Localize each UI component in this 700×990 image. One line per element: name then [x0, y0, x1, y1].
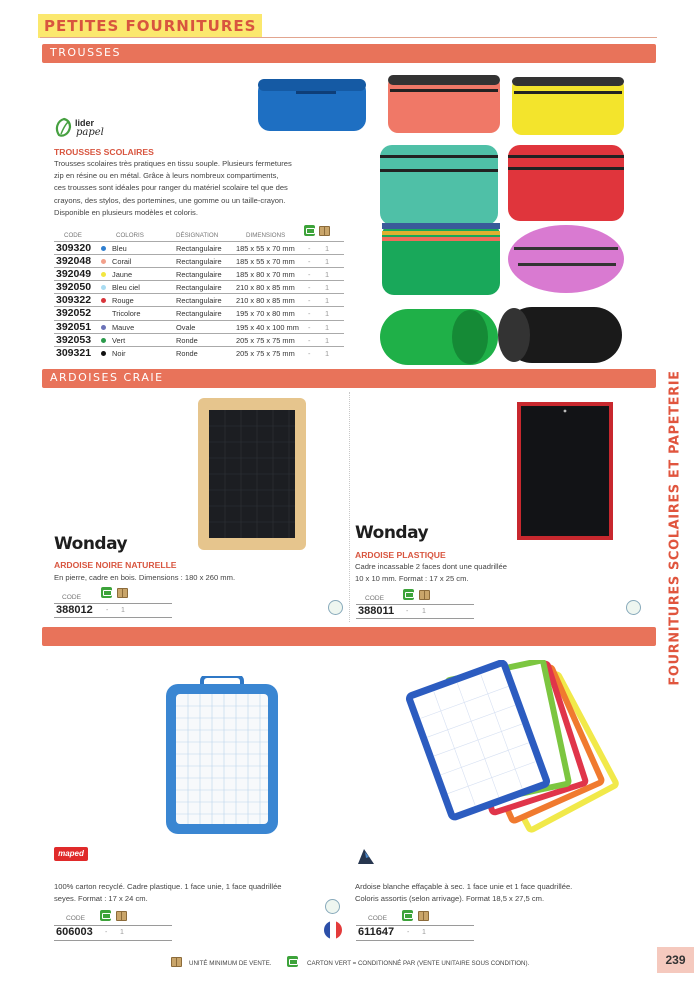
row-qty: 1 [325, 335, 330, 345]
row-dimensions: 205 x 75 x 75 mm [236, 335, 295, 345]
trousse-tricolore-image [382, 223, 500, 295]
ardoise-blanche-image [404, 660, 630, 836]
row-dash: - [308, 296, 311, 306]
row-coloris: Corail [112, 257, 132, 267]
eco-badge-icon [626, 600, 641, 615]
code-rule [356, 618, 474, 619]
product-description-trousses: Trousses scolaires très pratiques en tissu souple. Plusieurs fermetures zip en résine ou en métal. Grâce à leurs nombreux compartiments, ces trousses sont idéales pour ranger du matériel scolaire tel que des crayons, des stylos, des portemines, une gomme ou un taille-crayon. Disponible en plusieurs modèles et coloris. [54, 159, 292, 217]
code-rule [54, 617, 172, 618]
brand-line2: papel [76, 127, 104, 138]
row-designation: Rectangulaire [176, 296, 222, 306]
eco-badge-icon [328, 600, 343, 615]
product-description-ardoise-maped: 100% carton recyclé. Cadre plastique. 1 face unie, 1 face quadrillée seyes. Format : 17 x 24 cm. [54, 882, 282, 904]
row-coloris: Vert [112, 335, 126, 345]
trousse-bleu-image [258, 79, 366, 131]
product-code: 606003 [56, 926, 93, 938]
green-carton-icon [100, 910, 111, 921]
row-designation: Rectangulaire [176, 244, 222, 253]
row-qty: 1 [325, 283, 330, 293]
row-dimensions: 195 x 40 x 100 mm [236, 322, 299, 332]
row-code: 392051 [56, 320, 92, 333]
page-number: 239 [657, 947, 694, 973]
trousse-mauve-image [508, 225, 624, 293]
product-title-trousses: TROUSSES SCOLAIRES [54, 147, 154, 157]
color-dot-icon [101, 246, 106, 251]
color-dot-icon [101, 351, 106, 356]
row-coloris: Bleu ciel [112, 283, 140, 293]
green-carton-icon [402, 910, 413, 921]
brand-logo-icon [356, 846, 376, 866]
wonday-logo-left: Wonday [54, 534, 128, 554]
row-code: 392048 [56, 255, 92, 268]
box-icon [418, 911, 429, 921]
trousse-rouge-image [508, 145, 624, 221]
code-rule [356, 940, 474, 941]
code-label: CODE [368, 915, 388, 922]
product-description-ardoise-blanche: Ardoise blanche effaçable à sec. 1 face unie et 1 face quadrillée. Coloris assortis (selon arrivage). Format 18,5 x 27,5 cm. [355, 882, 573, 904]
trousse-noir-image [498, 307, 622, 363]
code-dash: - [105, 929, 108, 936]
row-code: 392049 [56, 268, 92, 281]
green-carton-icon [101, 587, 112, 598]
row-designation: Rectangulaire [176, 257, 222, 267]
product-code: 388012 [56, 604, 93, 616]
row-dimensions: 185 x 55 x 70 mm [236, 244, 295, 253]
code-dash: - [106, 607, 109, 614]
code-rule [54, 940, 172, 941]
color-dot-icon [101, 338, 106, 343]
box-icon [117, 588, 128, 598]
trousse-corail-image [388, 75, 500, 133]
table-header: CODE COLORIS DÉSIGNATION DIMENSIONS [64, 232, 286, 239]
row-coloris: Jaune [112, 270, 133, 280]
code-qty: 1 [422, 929, 426, 936]
footer-green-text: CARTON VERT = CONDITIONNÉ PAR (VENTE UNITAIRE SOUS CONDITION). [307, 960, 530, 967]
row-code: 392050 [56, 281, 92, 294]
box-icon [171, 957, 182, 967]
row-qty: 1 [325, 257, 330, 267]
row-code: 309321 [56, 346, 92, 359]
box-icon [116, 911, 127, 921]
code-label: CODE [365, 595, 385, 602]
code-label: CODE [62, 594, 82, 601]
row-coloris: Rouge [112, 296, 134, 306]
color-dot-icon [101, 272, 106, 277]
row-dash: - [308, 335, 311, 345]
category-title: PETITES FOURNITURES [38, 14, 262, 38]
row-dimensions: 210 x 80 x 85 mm [236, 296, 295, 306]
row-dash: - [308, 283, 311, 293]
code-dash: - [406, 608, 409, 615]
lider-papel-logo [54, 117, 116, 141]
brand-line1: lider [75, 118, 95, 128]
row-designation: Rectangulaire [176, 270, 222, 280]
row-dimensions: 185 x 80 x 70 mm [236, 270, 295, 280]
row-designation: Rectangulaire [176, 309, 222, 319]
row-coloris: Bleu [112, 244, 127, 253]
color-dot-icon [101, 298, 106, 303]
row-code: 309322 [56, 294, 92, 307]
row-dimensions: 205 x 75 x 75 mm [236, 348, 295, 358]
row-coloris: Mauve [112, 322, 135, 332]
row-code: 309320 [56, 242, 92, 254]
product-code: 611647 [358, 926, 395, 938]
trousse-bleuciel-image [380, 145, 498, 225]
box-icon [419, 590, 430, 600]
footer-unit-text: UNITÉ MINIMUM DE VENTE. [189, 960, 272, 967]
row-qty: 1 [325, 270, 330, 280]
row-code: 392053 [56, 333, 92, 346]
row-dash: - [308, 244, 311, 253]
row-qty: 1 [325, 244, 330, 253]
ardoise-maped-image [164, 676, 280, 836]
section-bar-trousses: TROUSSES [42, 44, 656, 63]
product-title-ardoise-naturelle: ARDOISE NOIRE NATURELLE [54, 560, 177, 570]
eco-badge-icon [325, 899, 340, 914]
row-dash: - [308, 257, 311, 267]
row-qty: 1 [325, 322, 330, 332]
product-description-ardoise-plastique: Cadre incassable 2 faces dont une quadrillée 10 x 10 mm. Format : 17 x 25 cm. [355, 562, 507, 584]
color-dot-icon [101, 325, 106, 330]
row-designation: Ovale [176, 322, 196, 332]
row-dimensions: 185 x 55 x 70 mm [236, 257, 295, 267]
code-qty: 1 [121, 607, 125, 614]
product-description-ardoise-naturelle: En pierre, cadre en bois. Dimensions : 180 x 260 mm. [54, 573, 236, 582]
maped-logo: maped [54, 847, 88, 861]
french-flag-icon [324, 921, 342, 939]
row-dash: - [308, 322, 311, 332]
row-dimensions: 210 x 80 x 85 mm [236, 283, 295, 293]
column-divider [349, 392, 350, 622]
color-dot-icon [101, 259, 106, 264]
trousse-jaune-image [512, 77, 624, 135]
row-designation: Ronde [176, 348, 198, 358]
section-bar-ardoises: ARDOISES CRAIE [42, 369, 656, 388]
green-carton-icon [287, 956, 298, 967]
row-qty: 1 [325, 296, 330, 306]
green-carton-icon [403, 589, 414, 600]
color-dot-icon [101, 285, 106, 290]
row-dash: - [308, 270, 311, 280]
product-code: 388011 [358, 605, 395, 617]
leaf-icon [54, 117, 74, 139]
section-bar-blank [42, 627, 656, 646]
row-dimensions: 195 x 70 x 80 mm [236, 309, 295, 319]
ardoise-naturelle-image [198, 398, 306, 550]
product-title-ardoise-plastique: ARDOISE PLASTIQUE [355, 550, 446, 560]
row-designation: Rectangulaire [176, 283, 222, 293]
row-coloris: Noir [112, 348, 126, 358]
trousse-vert-image [380, 309, 498, 365]
row-dash: - [308, 348, 311, 358]
wonday-logo-right: Wonday [355, 523, 429, 543]
ardoise-plastique-image [517, 402, 613, 540]
code-qty: 1 [422, 608, 426, 615]
row-qty: 1 [325, 348, 330, 358]
row-dash: - [308, 309, 311, 319]
trousses-illustration [256, 67, 628, 367]
code-dash: - [407, 929, 410, 936]
row-qty: 1 [325, 309, 330, 319]
row-coloris: Tricolore [112, 309, 141, 319]
header-divider [40, 37, 657, 38]
row-designation: Ronde [176, 335, 198, 345]
code-label: CODE [66, 915, 86, 922]
code-qty: 1 [120, 929, 124, 936]
row-code: 392052 [56, 307, 92, 320]
vertical-category-title: FOURNITURES SCOLAIRES ET PAPETERIE [667, 370, 683, 686]
